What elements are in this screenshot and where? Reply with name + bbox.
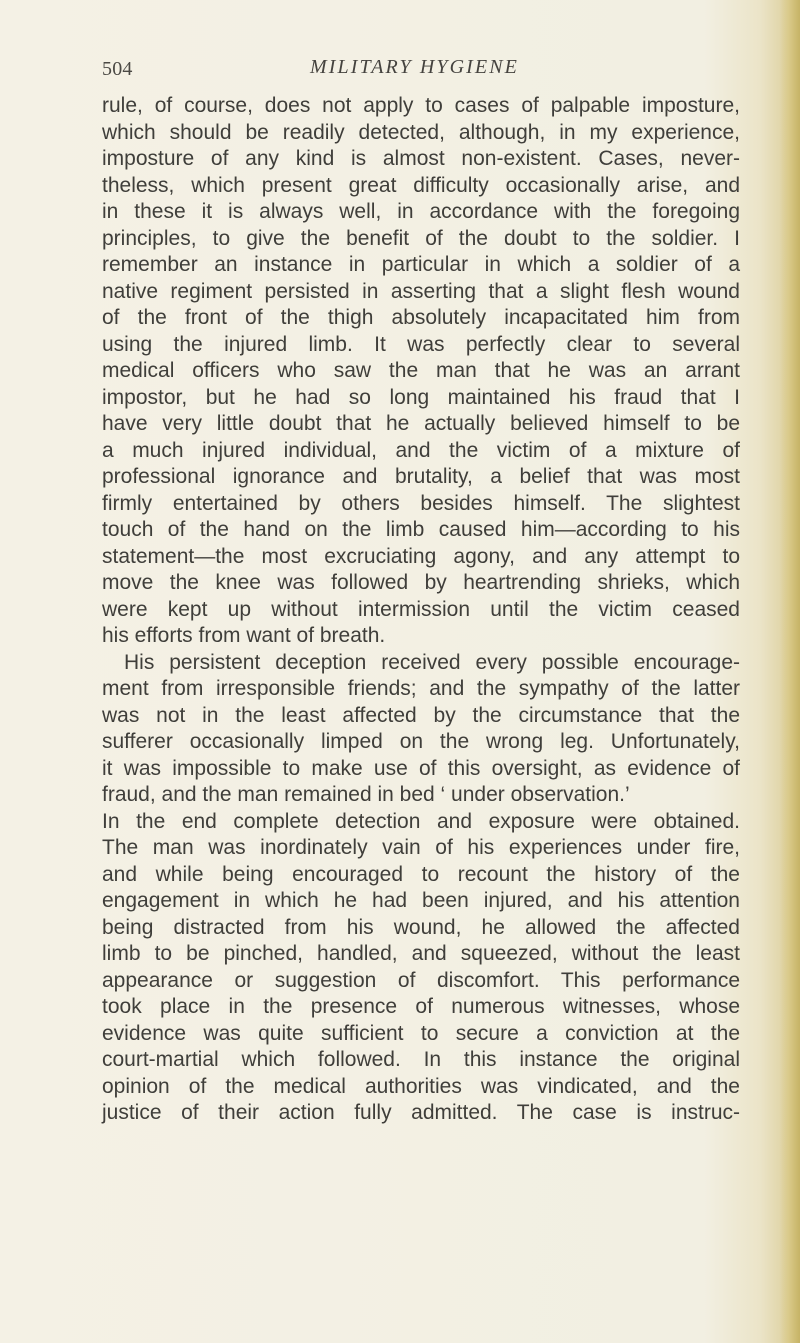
text-line: statement—the most excruciating agony, and any attempt to — [102, 544, 740, 568]
text-line: remember an instance in particular in which a soldier of a — [102, 253, 740, 276]
text-line: principles, to give the benefit of the doubt to the soldier. I — [102, 226, 740, 250]
text-line: appearance or suggestion of discomfort. This performance — [102, 968, 740, 992]
text-line: a much injured individual, and the victim of a mixture of — [102, 438, 740, 462]
text-line: which should be readily detected, although, in my experience, — [102, 120, 740, 144]
text-line: it was impossible to make use of this oversight, as evidence of — [102, 756, 740, 780]
text-line: touch of the hand on the limb caused him—according to his — [102, 518, 740, 541]
body-text — [102, 93, 740, 1127]
text-line: native regiment persisted in asserting that a slight flesh wound — [102, 279, 740, 303]
text-line: in these it is always well, in accordance with the foregoing — [102, 200, 740, 223]
text-line: impostor, but he had so long maintained his fraud that I — [102, 385, 740, 409]
text-line: move the knee was followed by heartrending shrieks, which — [102, 571, 740, 594]
text-line: imposture of any kind is almost non-existent. Cases, never- — [102, 147, 740, 170]
text-line: sufferer occasionally limped on the wrong leg. Unfortunately, — [102, 730, 740, 753]
page-header — [0, 56, 800, 90]
text-line: were kept up without intermission until the victim ceased — [102, 597, 740, 621]
text-line: professional ignorance and brutality, a belief that was most — [102, 465, 740, 488]
text-line: and while being encouraged to recount the history of the — [102, 862, 740, 886]
text-line: medical officers who saw the man that he was an arrant — [102, 359, 740, 382]
text-line: The man was inordinately vain of his experiences under fire, — [102, 836, 740, 859]
text-line: His persistent deception received every possible encourage- — [124, 650, 740, 674]
text-line: justice of their action fully admitted. The case is instruc- — [102, 1101, 740, 1124]
page-edge — [780, 0, 800, 1343]
text-line: rule, of course, does not apply to cases of palpable imposture, — [102, 94, 740, 117]
text-line: limb to be pinched, handled, and squeezed, without the least — [102, 942, 740, 965]
text-line: In the end complete detection and exposure were obtained. — [102, 809, 740, 833]
text-line: using the injured limb. It was perfectly clear to several — [102, 332, 740, 356]
text-line: fraud, and the man remained in bed ‘ under observation.’ — [102, 783, 630, 806]
text-line: court-martial which followed. In this instance the original — [102, 1048, 740, 1071]
text-line: firmly entertained by others besides himself. The slightest — [102, 491, 740, 515]
text-line: theless, which present great difficulty occasionally arise, and — [102, 173, 740, 197]
text-line: was not in the least affected by the circumstance that the — [102, 703, 740, 727]
text-line: took place in the presence of numerous witnesses, whose — [102, 995, 740, 1018]
text-line: engagement in which he had been injured, and his attention — [102, 889, 740, 912]
text-line: have very little doubt that he actually believed himself to be — [102, 412, 740, 435]
text-line: evidence was quite sufficient to secure a conviction at the — [102, 1021, 740, 1045]
page-number: 504 — [102, 58, 133, 80]
text-line: opinion of the medical authorities was vindicated, and the — [102, 1074, 740, 1098]
text-line: his efforts from want of breath. — [102, 624, 386, 647]
text-line: ment from irresponsible friends; and the sympathy of the latter — [102, 677, 740, 700]
running-head: MILITARY HYGIENE — [310, 56, 519, 78]
text-line: of the front of the thigh absolutely incapacitated him from — [102, 306, 740, 329]
text-line: being distracted from his wound, he allowed the affected — [102, 915, 740, 939]
